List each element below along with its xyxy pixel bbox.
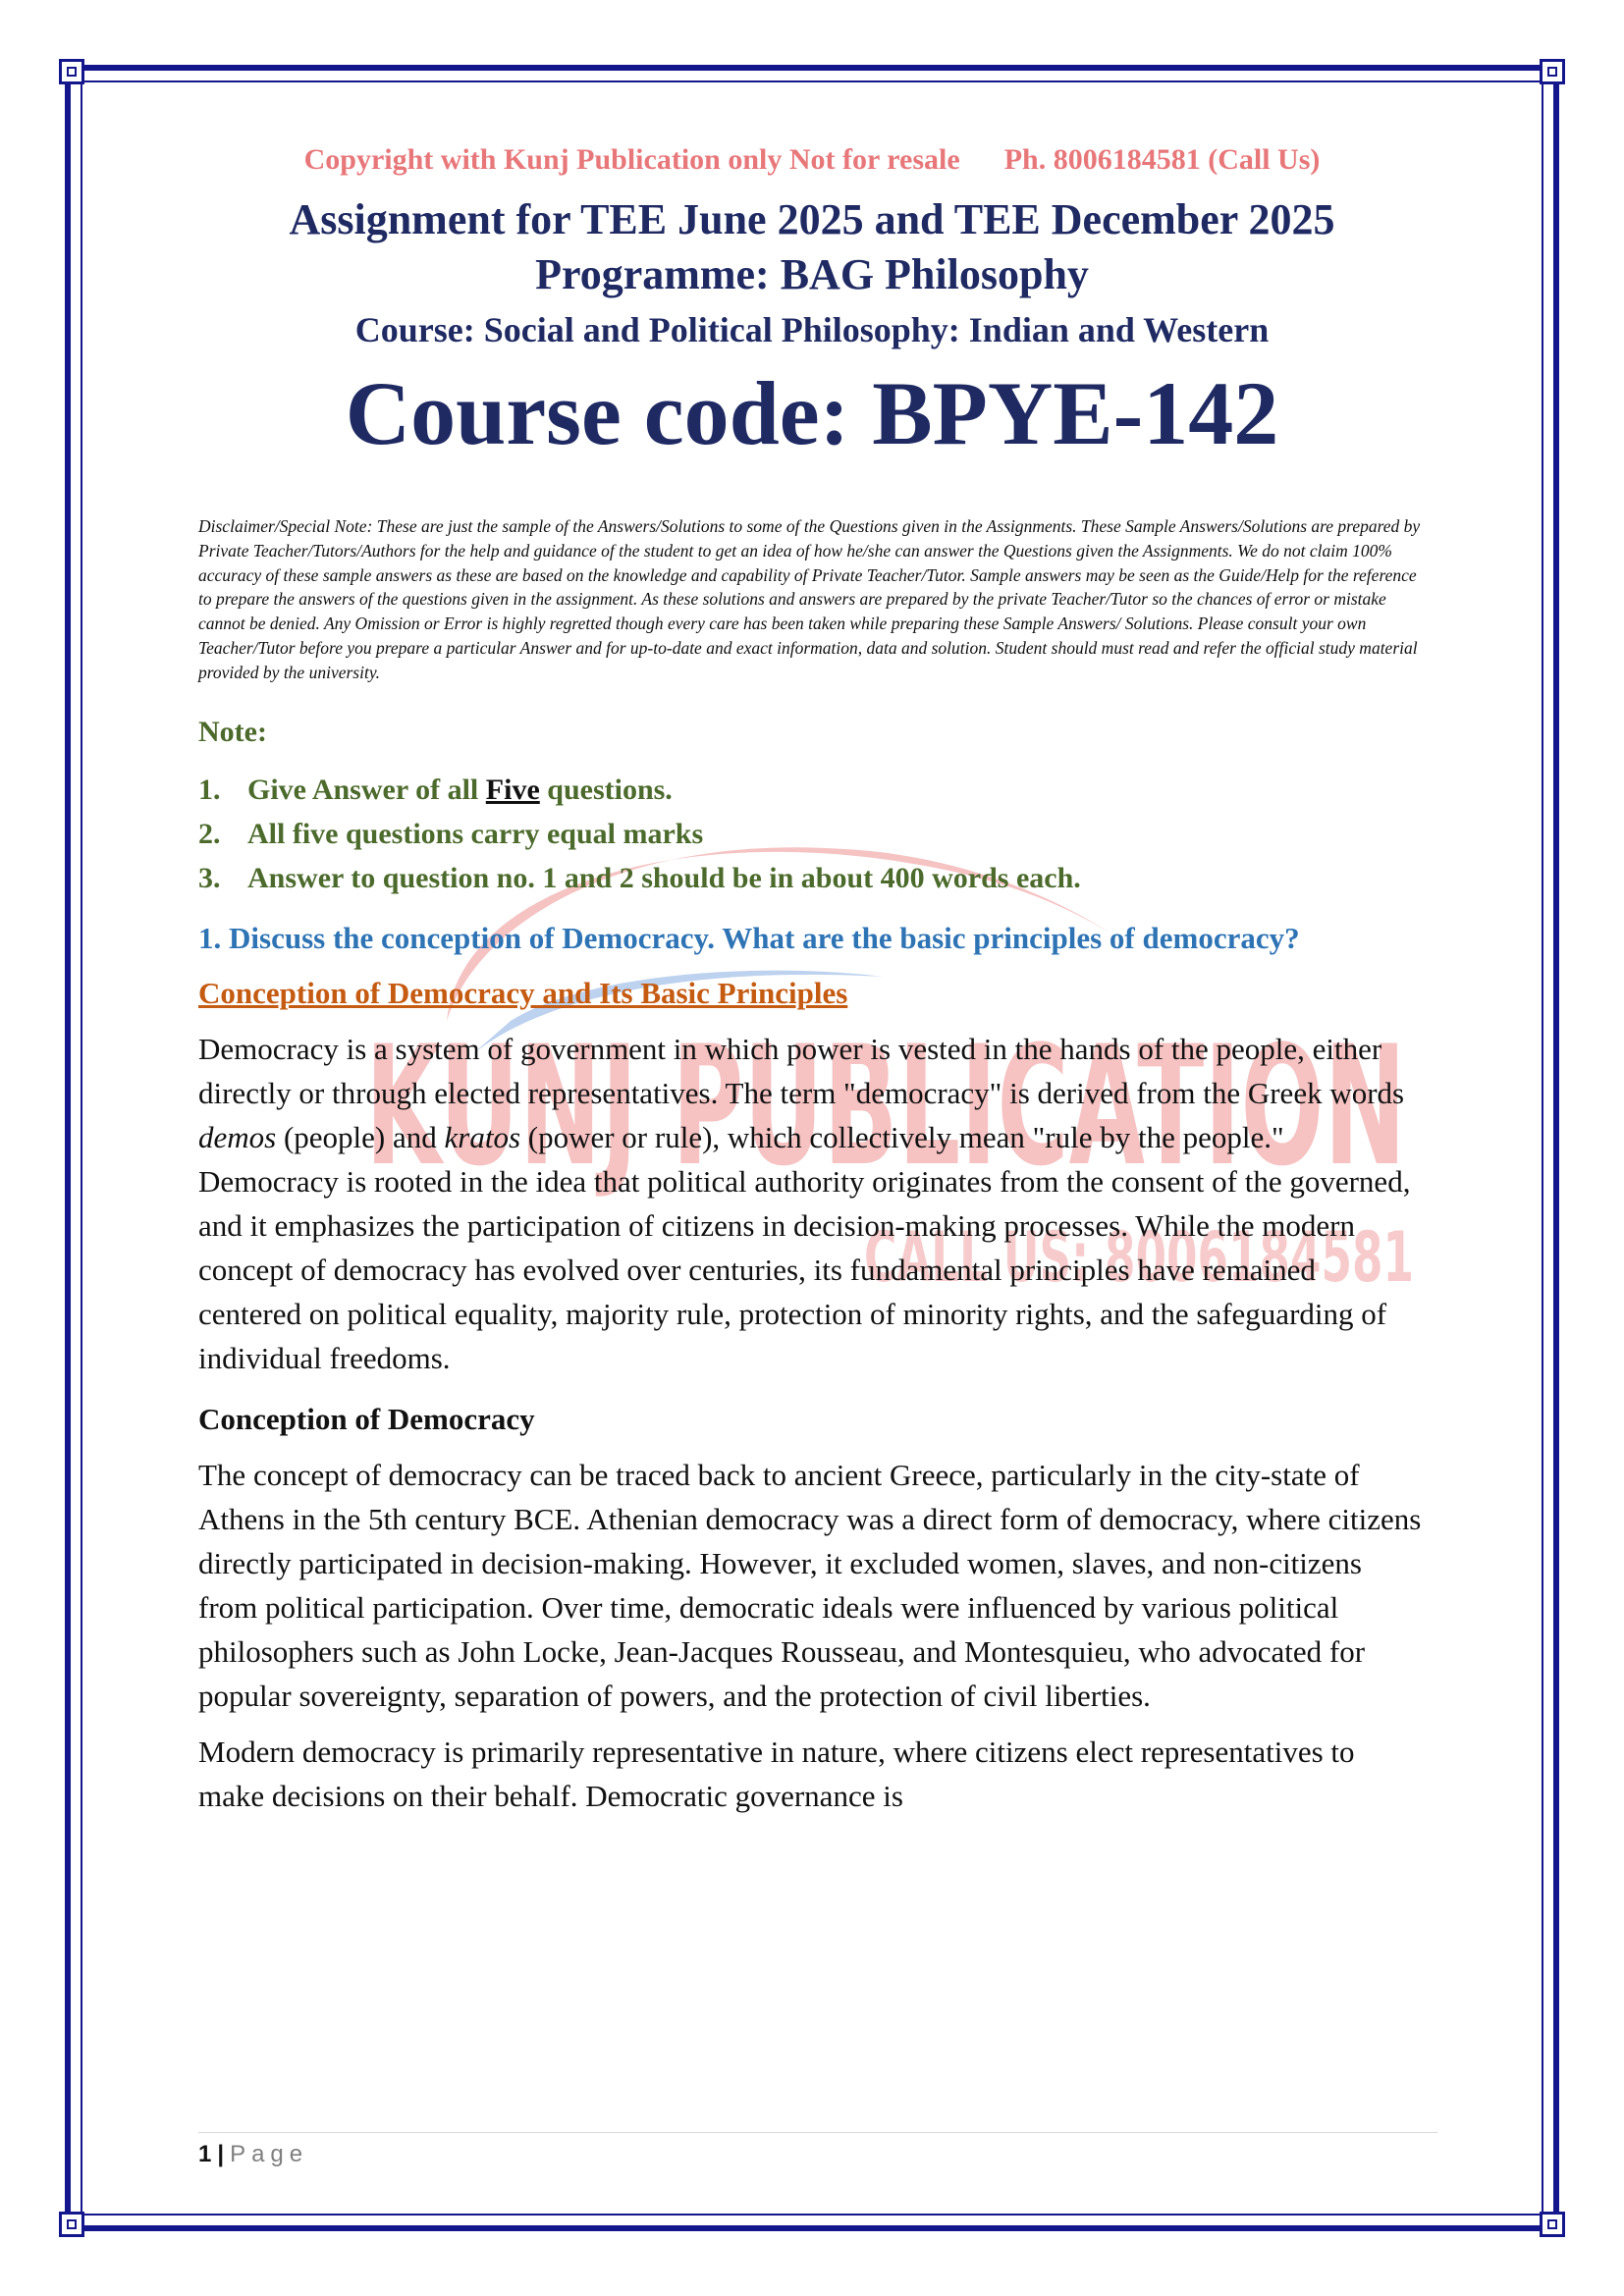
note-item-text: Answer to question no. 1 and 2 should be in about 400 words each.	[247, 861, 1081, 894]
term-kratos: kratos	[444, 1119, 521, 1154]
programme-title: Programme: BAG Philosophy	[535, 250, 1089, 298]
paragraph-text: Democracy is a system of government in which power is vested in the hands of the people, either directly or through elected representatives. The term "democracy" is derived from the Greek words	[198, 1031, 1405, 1110]
paragraph-1	[198, 1027, 1426, 1380]
note-item-2	[198, 812, 1426, 856]
section-heading: Conception of Democracy and Its Basic Principles	[198, 975, 848, 1010]
subheading-conception: Conception of Democracy	[198, 1401, 535, 1436]
note-list	[198, 768, 1426, 900]
question-1: 1. Discuss the conception of Democracy. What are the basic principles of democracy?	[198, 920, 1300, 955]
watermark-brand: KUNJ PUBLICATION	[365, 1010, 1406, 1202]
note-item-emphasis: Five	[485, 773, 540, 806]
note-item-text: Give Answer of all	[247, 773, 486, 806]
paragraph-2: The concept of democracy can be traced back to ancient Greece, particularly in the city-state of Athens in the 5th century BCE. Athenian democracy was a direct form of democracy, where citizens directly participated in decision-making. However, it excluded women, slaves, and non-citizens from political participation. Over time, democratic ideals were influenced by various political philosophers such as John Locke, Jean-Jacques Rousseau, and Montesquieu, who advocated for popular sovereignty, separation of powers, and the protection of civil liberties.	[198, 1457, 1422, 1713]
corner-ornament-bottom-right	[1540, 2212, 1565, 2237]
page-footer	[198, 2138, 308, 2171]
paragraph-text: (power or rule), which collectively mean "rule by the people." Democracy is rooted in the idea that political authority originates from the consent of the governed, and it emphasizes the participation of citizens in decision-making processes. While the modern concept of democracy has evolved over centuries, its fundamental principles have remained centered on political equality, majority rule, protection of minority rights, and the safeguarding of individual freedoms.	[198, 1119, 1411, 1375]
footer-divider	[198, 2132, 1437, 2133]
course-title: Course: Social and Political Philosophy: Indian and Western	[354, 310, 1270, 349]
corner-ornament-bottom-left	[59, 2212, 84, 2237]
note-item-1	[198, 768, 1426, 812]
corner-ornament-top-left	[59, 59, 84, 84]
page-content	[198, 135, 1426, 1818]
course-code: Course code: BPYE-142	[345, 363, 1279, 463]
term-demos: demos	[198, 1119, 277, 1154]
paragraph-3: Modern democracy is primarily representative in nature, where citizens elect representatives to make decisions on their behalf. Democratic governance is	[198, 1734, 1355, 1813]
note-label: Note:	[198, 715, 267, 748]
watermark-phone: CALL US: 8006184581	[864, 1217, 1414, 1298]
note-item-text: All five questions carry equal marks	[247, 817, 704, 850]
note-item-number: 3.	[198, 861, 221, 894]
note-item-text: questions.	[539, 773, 673, 806]
note-item-number: 2.	[198, 817, 221, 850]
paragraph-text: (people) and	[276, 1119, 445, 1154]
copyright-notice: Copyright with Kunj Publication only Not for resale Ph. 8006184581 (Call Us)	[303, 143, 1321, 176]
corner-ornament-top-right	[1540, 59, 1565, 84]
note-item-3	[198, 856, 1426, 900]
disclaimer: Disclaimer/Special Note: These are just the sample of the Answers/Solutions to some of the Questions given in the Assignments. These Sample Answers/Solutions are prepared by Private Teacher/Tutors/Authors for the help and guidance of the student to get an idea of how he/she can answer the Questions given the Assignments. We do not claim 100% accuracy of these sample answers as these are based on the knowledge and capability of Private Teacher/Tutor. Sample answers may be seen as the Guide/Help for the reference to prepare the answers of the questions given in the assignment. As these solutions and answers are prepared by the private Teacher/Tutor so the chances of error or mistake cannot be denied. Any Omission or Error is highly regretted though every care has been taken while preparing these Sample Answers/ Solutions. Please consult your own Teacher/Tutor before you prepare a particular Answer and for up-to-date and exact information, data and solution. Student should must read and refer the official study material provided by the university.	[198, 516, 1421, 682]
footer-separator: |	[217, 2141, 225, 2167]
assignment-title: Assignment for TEE June 2025 and TEE December 2025	[289, 195, 1335, 243]
note-item-number: 1.	[198, 773, 221, 806]
page-number: 1	[198, 2141, 212, 2167]
page-label: Page	[230, 2141, 309, 2167]
